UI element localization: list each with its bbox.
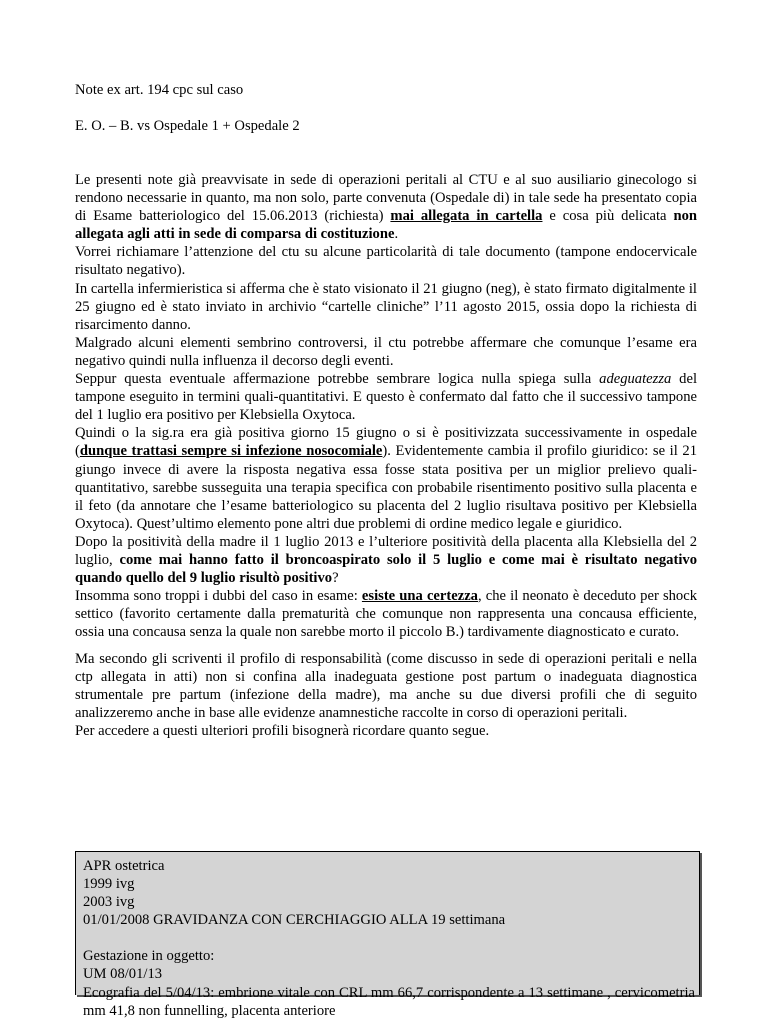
paragraph-8: Insomma sono troppi i dubbi del caso in esame: esiste una certezza, che il neonato è deceduto per shock settico (favorito certamente dalla prematurità che comunque non rappresenta una concausa efficiente, ossia una concausa senza la quale non sarebbe morto il piccolo B.) tardivamente diagnosticato e curato. bbox=[75, 588, 697, 641]
paragraph-4: Malgrado alcuni elementi sembrino controversi, il ctu potrebbe affermare che comunque l’esame era negativo quindi nulla influenza il decorso degli eventi. bbox=[75, 334, 697, 369]
paragraph-5: Seppur questa eventuale affermazione potrebbe sembrare logica nulla spiega sulla adeguatezza del tampone eseguito in termini quali-quantitativi. E questo è confermato dal fatto che il successivo tampone del 1 luglio era positivo per Klebsiella Oxytoca. bbox=[75, 371, 697, 424]
paragraph-9: Ma secondo gli scriventi il profilo di responsabilità (come discusso in sede di operazioni peritali e nella ctp allegata in atti) non si confina alla inadeguata gestione post partum o inadeguata diagnostica strumentale pre partum (infezione della madre), ma anche su due diversi profili che di seguito analizzeremo anche in base alle evidenze anamnestiche raccolte in corso di operazioni peritali. bbox=[75, 651, 697, 722]
history-line-2003: 2003 ivg bbox=[83, 894, 135, 911]
paragraph-3: In cartella infermieristica si afferma che è stato visionato il 21 giugno (neg), è stato firmato digitalmente il 25 giugno ed è stato inviato in archivio “cartelle cliniche” l’11 agosto 2015, ossia dopo la richiesta di risarcimento danno. bbox=[75, 280, 697, 333]
obstetric-history-box bbox=[75, 851, 700, 1019]
history-line-1999: 1999 ivg bbox=[83, 876, 135, 893]
paragraph-1: Le presenti note già preavvisate in sede di operazioni peritali al CTU e al suo ausiliario ginecologo si rendono necessarie in quanto, ma non solo, parte convenuta (Ospedale di) in tale sede ha presentato copia di Esame batteriologico del 15.06.2013 (richiesta) mai allegata in cartella e cosa più delicata non allegata agli atti in sede di comparsa di costituzione. bbox=[75, 172, 697, 243]
paragraph-6: Quindi o la sig.ra era già positiva giorno 15 giugno o si è positivizzata successivamente in ospedale (dunque trattasi sempre si infezione nosocomiale). Evidentemente cambia il profilo giuridico: se il 21 giungo invece di avere la risposta negativa essa fosse stata positiva per un miglior prelievo quali-quantitativo, sarebbe susseguita una terapia specifica con probabile risentimento positivo sulla placenta e il feto (da annotare che l’esame batteriologico su placenta del 2 luglio risultava positivo per Klebsiella Oxytoca). Quest’ultimo elemento pone altri due problemi di ordine medico legale e giuridico. bbox=[75, 425, 697, 532]
paragraph-2: Vorrei richiamare l’attenzione del ctu su alcune particolarità di tale documento (tampone endocervicale risultato negativo). bbox=[75, 244, 697, 279]
paragraph-10: Per accedere a questi ulteriori profili bisognerà ricordare quanto segue. bbox=[75, 723, 490, 740]
apr-heading: APR ostetrica bbox=[83, 858, 165, 874]
gestation-heading: Gestazione in oggetto: bbox=[83, 948, 215, 965]
last-menstruation: UM 08/01/13 bbox=[83, 966, 163, 983]
note-body bbox=[75, 171, 697, 641]
document-title: Note ex art. 194 cpc sul caso bbox=[75, 82, 244, 98]
ultrasound-note: Ecografia del 5/04/13: embrione vitale con CRL mm 66,7 corrispondente a 13 settimane , cervicometria mm 41,8 non funnelling, placenta anteriore bbox=[83, 984, 695, 1019]
history-line-2008: 01/01/2008 GRAVIDANZA CON CERCHIAGGIO ALLA 19 settimana bbox=[83, 912, 506, 929]
note-body-continued bbox=[75, 650, 697, 740]
paragraph-7: Dopo la positività della madre il 1 luglio 2013 e l’ulteriore positività della placenta alla Klebsiella del 2 luglio, come mai hanno fatto il broncoaspirato solo il 5 luglio e come mai è risultato negativo quando quello del 9 luglio risultò positivo? bbox=[75, 533, 697, 587]
case-parties: E. O. – B. vs Ospedale 1 + Ospedale 2 bbox=[75, 118, 300, 134]
